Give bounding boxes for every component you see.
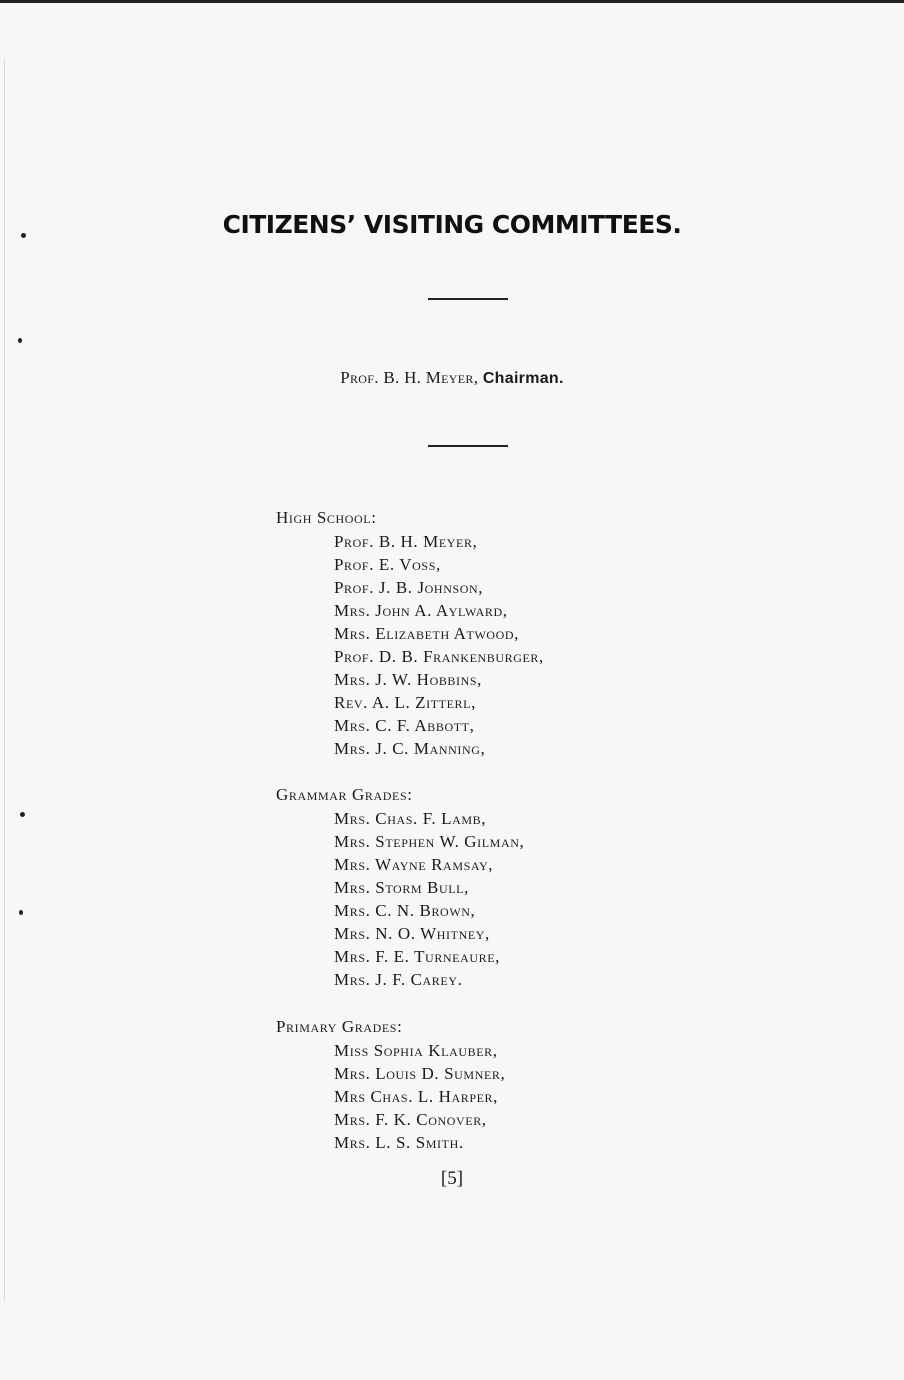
member-entry: Mrs. J. F. Carey. — [334, 970, 463, 989]
member-entry: Mrs. Louis D. Sumner, — [334, 1064, 506, 1083]
member-entry: Prof. J. B. Johnson, — [334, 578, 484, 597]
member-entry: Mrs. Stephen W. Gilman, — [334, 832, 525, 851]
member-entry: Mrs. J. W. Hobbins, — [334, 670, 483, 689]
member-entry: Mrs Chas. L. Harper, — [334, 1087, 498, 1106]
page-edge-line — [4, 60, 5, 1300]
divider-rule-bottom — [428, 445, 508, 447]
member-entry: Mrs. F. K. Conover, — [334, 1110, 487, 1129]
divider-rule-top — [428, 298, 508, 300]
member-entry: Rev. A. L. Zitterl, — [334, 693, 476, 712]
page-title: CITIZENS’ VISITING COMMITTEES. — [222, 210, 682, 239]
section-heading-grammar-grades: Grammar Grades: — [276, 785, 413, 804]
member-entry: Mrs. N. O. Whitney, — [334, 924, 490, 943]
member-entry: Mrs. F. E. Turneaure, — [334, 947, 501, 966]
member-entry: Mrs. J. C. Manning, — [334, 739, 486, 758]
chairman-line — [0, 368, 904, 388]
chairman-role: Chairman. — [482, 370, 564, 387]
margin-speck — [19, 910, 23, 915]
member-entry: Prof. E. Voss, — [334, 555, 441, 574]
member-entry: Prof. B. H. Meyer, — [334, 532, 478, 551]
member-entry: Prof. D. B. Frankenburger, — [334, 647, 544, 666]
top-border-rule — [0, 0, 904, 3]
page-number: [5] — [440, 1168, 464, 1189]
margin-speck — [18, 338, 22, 343]
member-entry: Mrs. John A. Aylward, — [334, 601, 508, 620]
member-entry: Miss Sophia Klauber, — [334, 1041, 498, 1060]
member-entry: Mrs. Wayne Ramsay, — [334, 855, 494, 874]
member-entry: Mrs. Elizabeth Atwood, — [334, 624, 520, 643]
member-entry: Mrs. Chas. F. Lamb, — [334, 809, 487, 828]
section-heading-primary-grades: Primary Grades: — [276, 1017, 403, 1036]
chairman-name: Prof. B. H. Meyer, — [340, 368, 479, 387]
member-entry: Mrs. Storm Bull, — [334, 878, 469, 897]
member-entry: Mrs. C. F. Abbott, — [334, 716, 475, 735]
member-entry: Mrs. C. N. Brown, — [334, 901, 476, 920]
section-heading-high-school: High School: — [276, 508, 377, 527]
member-entry: Mrs. L. S. Smith. — [334, 1133, 464, 1152]
margin-speck — [20, 812, 25, 817]
